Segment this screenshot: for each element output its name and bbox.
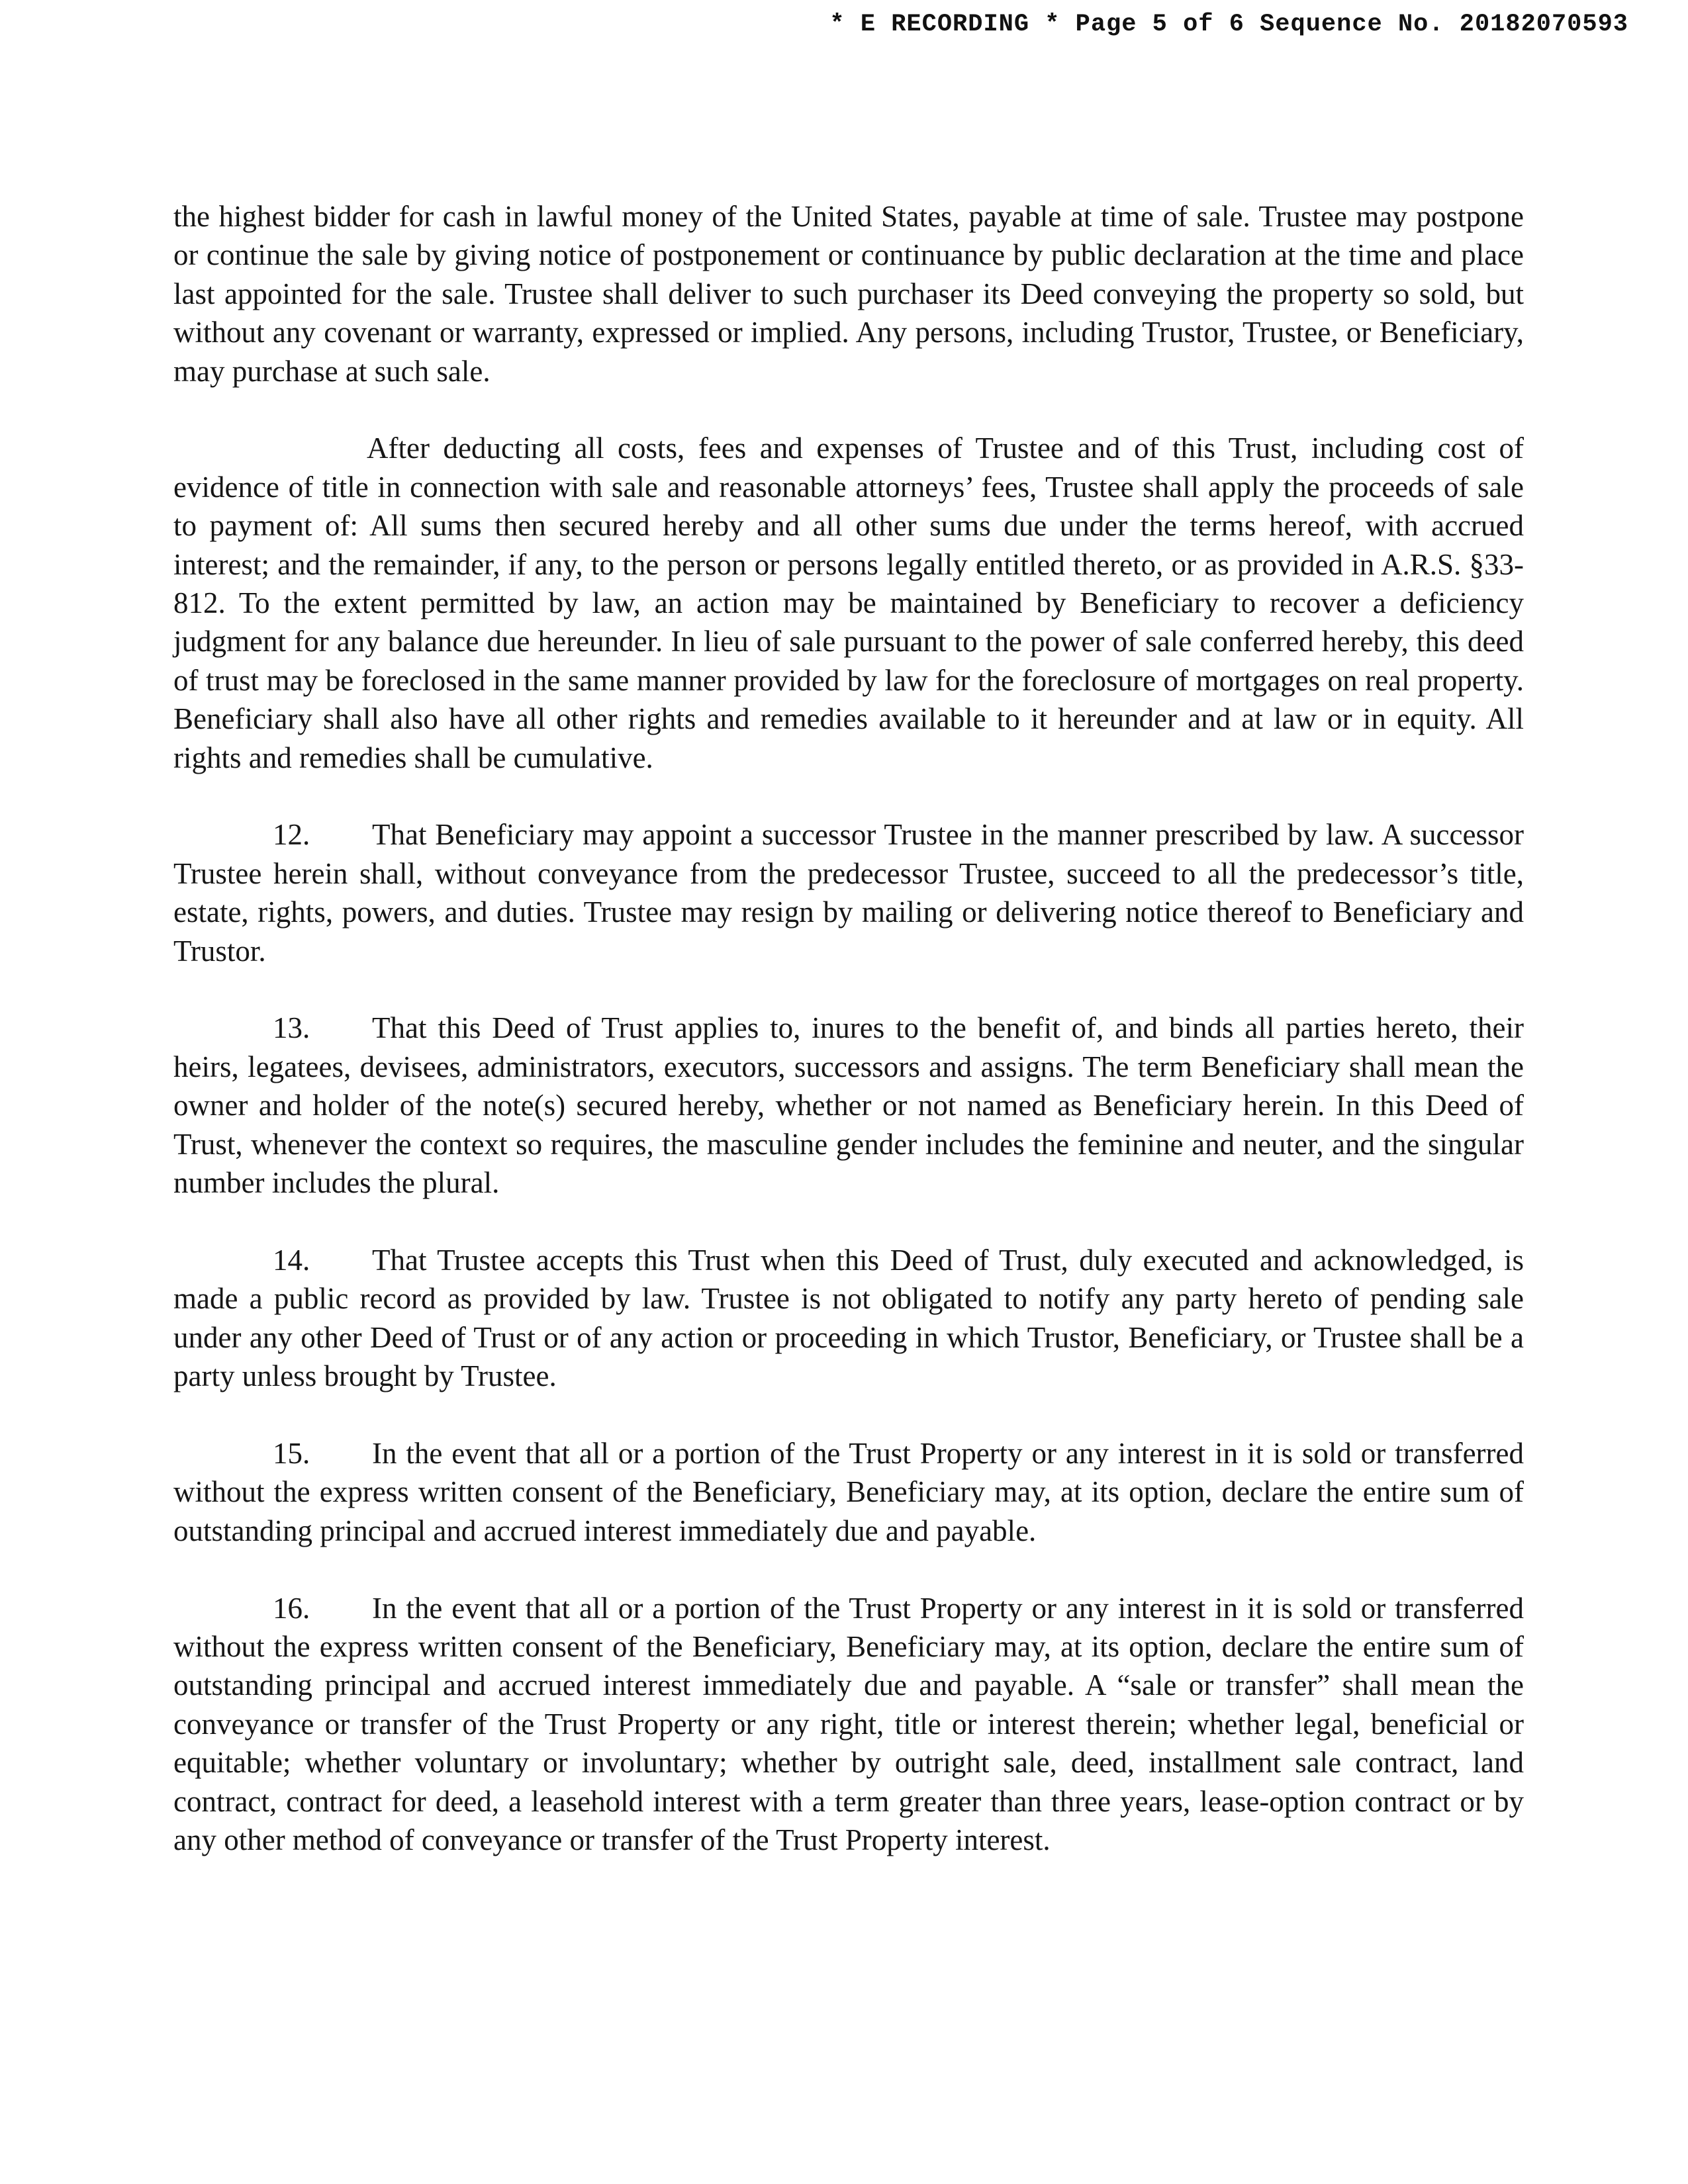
paragraph-14 <box>173 1241 1524 1396</box>
paragraph-text: That Trustee accepts this Trust when this Deed of Trust, duly executed and acknowledged, is made a public record as provided by law. Trustee is not obligated to notify any party hereto of pending sale under any other Deed of Trust or of any action or proceeding in which Trustor, Beneficiary, or Trustee shall be a party unless brought by Trustee. <box>173 1243 1524 1393</box>
paragraph-text: After deducting all costs, fees and expenses of Trustee and of this Trust, including cost of evidence of title in connection with sale and reasonable attorneys’ fees, Trustee shall apply the proceeds of sale to payment of: All sums then secured hereby and all other sums due under the terms hereof, with accrued interest; and the remainder, if any, to the person or persons legally entitled thereto, or as provided in A.R.S. §33-812. To the extent permitted by law, an action may be maintained by Beneficiary to recover a deficiency judgment for any balance due hereunder. In lieu of sale pursuant to the power of sale conferred hereby, this deed of trust may be foreclosed in the same manner provided by law for the foreclosure of mortgages on real property. Beneficiary shall also have all other rights and remedies available to it hereunder and at law or in equity. All rights and remedies shall be cumulative. <box>173 432 1524 774</box>
recording-header: * E RECORDING * Page 5 of 6 Sequence No. 20182070593 <box>829 11 1628 38</box>
paragraph-16 <box>173 1589 1524 1860</box>
paragraph-number: 13. <box>273 1011 310 1045</box>
paragraph-text: That Beneficiary may appoint a successor Trustee in the manner prescribed by law. A successor Trustee herein shall, without conveyance from the predecessor Trustee, succeed to all the predecessor’s title, estate, rights, powers, and duties. Trustee may resign by mailing or delivering notice thereof to Beneficiary and Trustor. <box>173 818 1524 968</box>
paragraph-number: 12. <box>273 818 310 852</box>
paragraph-number: 15. <box>273 1436 310 1470</box>
paragraph-number: 14. <box>273 1243 310 1277</box>
paragraph-number: 16. <box>273 1591 310 1625</box>
paragraph-text: That this Deed of Trust applies to, inures to the benefit of, and binds all parties hereto, their heirs, legatees, devisees, administrators, executors, successors and assigns. The term Beneficiary shall mean the owner and holder of the note(s) secured hereby, whether or not named as Beneficiary herein. In this Deed of Trust, whenever the context so requires, the masculine gender includes the feminine and neuter, and the singular number includes the plural. <box>173 1011 1524 1200</box>
paragraph-sale-continuation <box>173 197 1524 390</box>
paragraph-proceeds <box>173 429 1524 777</box>
paragraph-text: the highest bidder for cash in lawful money of the United States, payable at time of sale. Trustee may postpone or continue the sale by giving notice of postponement or continuance by public declaration at the time and place last appointed for the sale. Trustee shall deliver to such purchaser its Deed conveying the property so sold, but without any covenant or warranty, expressed or implied. Any persons, including Trustor, Trustee, or Beneficiary, may purchase at such sale. <box>173 200 1524 388</box>
paragraph-text: In the event that all or a portion of the Trust Property or any interest in it is sold or transferred without the express written consent of the Beneficiary, Beneficiary may, at its option, declare the entire sum of outstanding principal and accrued interest immediately due and payable. <box>173 1436 1524 1547</box>
paragraph-12 <box>173 815 1524 970</box>
paragraph-text: In the event that all or a portion of the Trust Property or any interest in it is sold or transferred without the express written consent of the Beneficiary, Beneficiary may, at its option, declare the entire sum of outstanding principal and accrued interest immediately due and payable. A “sale or transfer” shall mean the conveyance or transfer of the Trust Property or any right, title or interest therein; whether legal, beneficial or equitable; whether voluntary or involuntary; whether by outright sale, deed, installment sale contract, land contract, contract for deed, a leasehold interest with a term greater than three years, lease-option contract or by any other method of conveyance or transfer of the Trust Property interest. <box>173 1591 1524 1856</box>
paragraph-15 <box>173 1434 1524 1550</box>
paragraph-13 <box>173 1009 1524 1202</box>
document-body <box>173 197 1524 1898</box>
